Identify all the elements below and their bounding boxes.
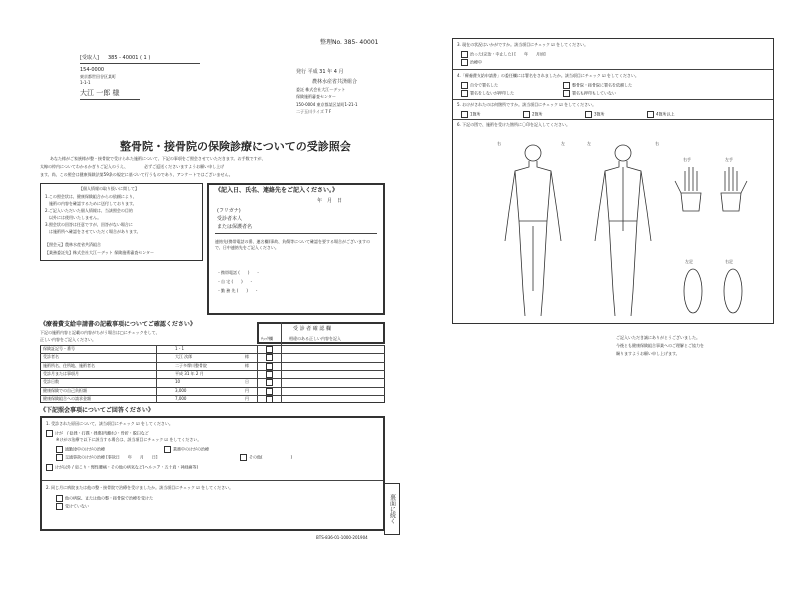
confirm-title: 《療養費支給申請書の記載事項についてご確認ください》	[40, 321, 196, 328]
fill-note: 連絡先(携帯電話の番、連名欄)事故、負傷等について確認を要する場合がございますので、日中連絡先をご記入ください。	[215, 239, 371, 250]
recipient-id: 385 - 40001 ( 1 )	[108, 55, 151, 61]
row-divider	[40, 395, 385, 396]
name-line[interactable]	[215, 233, 377, 234]
option-label: けが / 捻挫・打撲・挫傷(肉離れ)・骨折・脱臼など	[55, 430, 149, 436]
checkbox[interactable]	[461, 90, 468, 97]
q5-option[interactable]	[647, 111, 675, 118]
postal-code: 154-0000	[80, 67, 105, 73]
row-divider	[40, 353, 385, 354]
row-checkbox[interactable]	[266, 346, 273, 353]
option-label: 整骨院・接骨院に署名を依頼した	[572, 82, 632, 88]
issuer-address: 150-0004 東京都某区某町1-21-1	[296, 102, 358, 107]
figure-label: 左	[587, 141, 591, 146]
option-label: 治療中	[470, 59, 482, 65]
q3-option-ongoing[interactable]	[461, 59, 482, 66]
row-unit: 円	[245, 395, 249, 401]
checkbox[interactable]	[240, 454, 247, 461]
checkbox[interactable]	[563, 90, 570, 97]
phone-field[interactable]: ・勤 務 先 ( ) -	[217, 288, 258, 293]
left-foot-figure[interactable]	[684, 269, 702, 313]
checkbox[interactable]	[46, 464, 53, 471]
option-label: 1箇所	[470, 111, 481, 117]
right-hand-figure[interactable]	[675, 167, 701, 211]
right-foot-figure[interactable]	[724, 269, 742, 313]
front-body-figure[interactable]	[505, 145, 561, 316]
figure-label: 右足	[725, 259, 733, 264]
option-label: 署名をしないが押印した	[470, 90, 514, 96]
thanks-text: ご記入いただき誠にありがとうございました。	[616, 335, 700, 340]
row-label: 施術所名、住所地、施術者名	[43, 362, 95, 368]
figure-label: 右手	[683, 157, 691, 162]
row-value: 大江 次郎	[175, 354, 193, 360]
row-divider	[40, 378, 385, 379]
checkbox[interactable]	[647, 111, 654, 118]
figure-label: 右	[497, 141, 501, 146]
confirm-subtext: 正しい内容をご記入ください。	[40, 337, 96, 342]
questions-box	[40, 416, 385, 531]
issuer-name: 農林水産省共済組合	[312, 79, 358, 85]
row-label: 健康保険組合への請求金額	[43, 395, 91, 401]
questions-title: 《下記照会事項についてご回答ください》	[40, 407, 154, 414]
intro-text: 太線の枠内についてわかるかぎりご記入のうえ、 必ずご返送くださいますようお願い申し上げ	[40, 164, 225, 169]
option-label: 4箇所以上	[656, 111, 675, 117]
contact-line: 【業務委託先】株式会社大江ーデット 保険施術審査センター	[45, 250, 155, 255]
checkbox[interactable]	[46, 430, 53, 437]
row-unit: 様	[245, 354, 249, 360]
q1-option-traffic[interactable]	[56, 454, 157, 461]
privacy-line: 1.この照会状は、健康保険組合からの依頼により、	[45, 194, 137, 199]
thanks-text: 今後とも健康保険組合事業へのご理解とご協力を	[616, 343, 704, 348]
row-label: 健康保険での自己負担額	[43, 387, 87, 393]
note-col-header: 相違のある正しい内容を記入	[289, 336, 341, 341]
fill-title: 《記入日、氏名、連絡先をご記入ください。》	[215, 187, 339, 194]
figure-label: 左手	[725, 157, 733, 162]
q4-option-self[interactable]	[461, 82, 498, 89]
checkbox[interactable]	[56, 503, 63, 510]
respondent-info-box	[207, 183, 385, 315]
figure-label: 左足	[685, 259, 693, 264]
row-value: 平成 31 年 2 月	[175, 370, 204, 376]
back-body-figure[interactable]	[595, 145, 651, 316]
phone-field[interactable]: ・自 宅 ( ) -	[217, 279, 253, 284]
row-checkbox[interactable]	[266, 363, 273, 370]
issue-date: 発行 平成 31 年 4 月	[296, 69, 344, 75]
question-4: 4.「療養費支給申請書」の委任欄には署名をされましたか。該当項目にチェック ☑ をしてください。	[457, 73, 639, 78]
checkbox[interactable]	[461, 51, 468, 58]
divider	[42, 480, 383, 481]
option-label: 通勤途中のけがの治療	[65, 446, 105, 452]
option-label: 受けていない	[65, 503, 89, 509]
q5-option[interactable]	[523, 111, 543, 118]
option-label: 署名も押印もしていない	[572, 90, 616, 96]
questions-continued-box	[452, 38, 774, 324]
question-1: 1. 受診された原因について、該当項目にチェック ☑ をしてください。	[46, 421, 173, 426]
address-line: 東京都世田谷区某町	[80, 74, 116, 79]
checkbox[interactable]	[585, 111, 592, 118]
row-label: 受診月または事項月	[43, 370, 79, 376]
row-checkbox[interactable]	[266, 379, 273, 386]
row-checkbox[interactable]	[266, 388, 273, 395]
checkbox[interactable]	[164, 446, 171, 453]
row-checkbox[interactable]	[266, 371, 273, 378]
body-diagram[interactable]	[453, 131, 773, 323]
row-label: 受診日数	[43, 379, 59, 385]
row-label: 受診者名	[43, 354, 59, 360]
question-5: 5. おけがされたのは何箇所ですか。該当項目にチェック ☑ をしてください。	[457, 102, 597, 107]
row-checkbox[interactable]	[266, 396, 273, 403]
q1-option-injury[interactable]	[46, 430, 149, 437]
divider	[453, 119, 773, 120]
patient-label: 受診者本人	[217, 216, 243, 222]
q4-option-none[interactable]	[563, 90, 616, 97]
issuer-building: 二子玉川ライズ 7 F	[296, 109, 332, 114]
option-label: 交通事故のけがの治療 [事故日 年 月 日]	[65, 454, 158, 460]
question-2: 2. 同じ月に病院または他の整・接骨院で治療を受けましたか。該当項目にチェック ☑ をしてください。	[46, 485, 234, 490]
q1-option-other[interactable]	[240, 454, 292, 461]
divider	[453, 69, 773, 70]
q2-option-other-clinic[interactable]	[56, 495, 153, 502]
divider	[80, 99, 140, 100]
row-value: 二子多摩川整骨院	[175, 362, 207, 368]
option-label: 3箇所	[594, 111, 605, 117]
option-label: 治った(完治・中止した) [ 年 月頃]	[470, 51, 546, 57]
form-code: BTS-836-01-1000-201904	[316, 535, 368, 540]
q5-option[interactable]	[461, 111, 481, 118]
page-title: 整骨院・接骨院の保険診療についての受診照会	[120, 140, 351, 153]
row-divider	[40, 345, 385, 346]
confirm-header: 受 診 者 確 認 欄	[293, 326, 331, 332]
question-6: 6. 下記の図で、施術を受けた箇所に〇印を記入してください。	[457, 122, 571, 127]
recipient-name: 大江 一郎 様	[80, 89, 120, 97]
option-label: 自分で署名した	[470, 82, 498, 88]
checkbox[interactable]	[461, 82, 468, 89]
confirm-subtext: 下記の施術内容と記載の内容がちがう場合は□にチェックをして、	[40, 330, 160, 335]
checkbox[interactable]	[56, 495, 63, 502]
row-unit: 日	[245, 379, 249, 385]
thanks-text: 賜りますようお願い申し上げます。	[616, 351, 680, 356]
issuer-center: 保険施術審査センター	[296, 94, 336, 99]
guardian-label: または保護者名	[217, 224, 253, 230]
q5-option[interactable]	[585, 111, 605, 118]
option-label: 2箇所	[532, 111, 543, 117]
row-value: 7,000	[175, 395, 187, 401]
figure-label: 左	[561, 141, 565, 146]
row-divider	[40, 370, 385, 371]
figure-label: 右	[655, 141, 659, 146]
option-label: その他( )	[249, 454, 293, 460]
checkbox[interactable]	[56, 454, 63, 461]
check-col-header: ﾁｪｯｸ欄	[261, 336, 273, 341]
row-unit: 様	[245, 362, 249, 368]
row-value: 1 - 1	[175, 346, 185, 351]
row-checkbox[interactable]	[266, 354, 273, 361]
contact-line: 【照会元】農林水産省共済組合	[45, 242, 101, 247]
recipient-tag: [受取人]	[80, 55, 99, 61]
confirm-header-box	[257, 322, 385, 344]
divider	[453, 99, 773, 100]
row-value: 10	[175, 379, 181, 385]
intro-text: あなた様がご家族様が整・接骨院で受けられた施術について、下記の事項をご照会させていただきます。お手数ですが、	[50, 156, 266, 161]
privacy-notice-box	[40, 183, 203, 261]
q3-option-cured[interactable]	[461, 51, 546, 58]
option-label: 他の病院、または他の整・接骨院で治療を受けた	[65, 495, 153, 501]
row-unit: 円	[245, 387, 249, 393]
option-label: けが以外 / 肩こり・慢性腰痛・その他の病気など(ヘルニア・五十肩・神経痛等)	[55, 464, 199, 470]
privacy-title: 【個人情報の取り扱いに関して】	[79, 186, 139, 191]
q2-option-none[interactable]	[56, 503, 89, 510]
divider	[80, 63, 200, 64]
intro-text: ます。尚、この照会は健康保険法第59条の規定に基づいて行うものであり、アンケートではございません。	[40, 172, 233, 177]
privacy-line: は施術所へ確認をさせていただく場合があります。	[45, 229, 141, 234]
checkbox[interactable]	[56, 446, 63, 453]
q1-option-commute[interactable]	[56, 446, 105, 453]
row-label: 保険証記号・番号	[43, 346, 75, 351]
phone-field[interactable]: ・携帯電話 ( ) -	[217, 270, 259, 275]
privacy-line: 3.照会状の回答は任意ですが、回答がない場合に	[45, 222, 133, 227]
continue-overleaf-tab: 裏面に続く	[384, 483, 400, 535]
checkbox[interactable]	[523, 111, 530, 118]
address-line: 1-1-1	[80, 80, 91, 85]
q1-note: ※けがの治療で以下に該当する場合は、該当項目にチェック ☑ をしてください。	[56, 437, 202, 442]
q1-option-work[interactable]	[164, 446, 209, 453]
fill-date[interactable]: 年 月 日	[317, 198, 343, 204]
row-value: 3,000	[175, 387, 187, 393]
privacy-line: 2.ご記入いただいた個人情報は、当該照会の目的	[45, 208, 133, 213]
q4-option-delegated[interactable]	[563, 82, 632, 89]
left-hand-figure[interactable]	[721, 167, 747, 211]
checkbox[interactable]	[563, 82, 570, 89]
option-label: 業務中のけがの治療	[173, 446, 209, 452]
checkbox[interactable]	[461, 59, 468, 66]
ref-number: 整理No. 385- 40001	[320, 39, 379, 46]
q4-option-stamp[interactable]	[461, 90, 514, 97]
privacy-line: 以外には使用いたしません。	[45, 215, 102, 220]
furigana-label: (フリガナ)	[217, 208, 241, 214]
privacy-line: 施術の内容を確認するために送付しております。	[45, 201, 137, 206]
issuer-delegate: 委託 株式会社大江ーデット	[296, 87, 346, 92]
checkbox[interactable]	[461, 111, 468, 118]
q1-option-non-injury[interactable]	[46, 464, 198, 471]
right-page	[440, 0, 789, 603]
question-3: 3. 現在の状況はいかがですか。該当項目にチェック ☑ をしてください。	[457, 42, 589, 47]
row-divider	[40, 387, 385, 388]
